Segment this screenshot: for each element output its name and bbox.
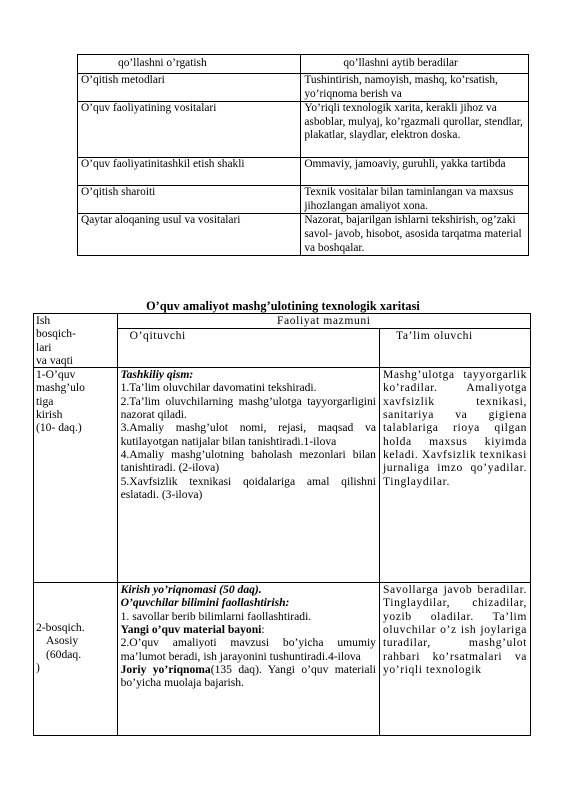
activity-header: Faoliyat mazmuni xyxy=(117,314,530,329)
table-row xyxy=(34,368,531,583)
section-title: O’quv amaliyot mashg’ulotining texnologik xaritasi xyxy=(146,299,420,313)
stage-header-line: Ish xyxy=(36,314,51,327)
row-label: O’quv faoliyatinitashkil etish shakli xyxy=(78,158,301,186)
stage-2-line: (60daq. xyxy=(46,647,82,661)
stage-1-cell xyxy=(34,368,118,583)
learner-header: Ta’lim oluvchi xyxy=(379,328,530,368)
stage-2-new-material-colon: : xyxy=(261,623,265,637)
row-label: Qaytar aloqaning usul va vositalari xyxy=(78,214,301,256)
stage-2-new-material-line xyxy=(121,623,376,636)
stage-2-learner-cell: Savollarga javob beradilar. Tinglaydilar, chizadilar, yozib oladilar. Ta’lim oluvchilar o’z ish joylariga turadilar, mashg’ulot rahbari ko’rsatmalari va yo’riqli texnologik xyxy=(379,583,530,736)
stage-1-teacher-item: 5.Xavfsizlik texnikasi qoidalariga amal qilishni eslatadi. (3-ilova) xyxy=(120,474,376,501)
stage-2-new-material-heading: Yangi o’quv material bayoni xyxy=(120,623,262,637)
stage-header-line: bosqich- xyxy=(36,327,76,341)
stage-2-line: Asosiy xyxy=(46,634,79,648)
row-value: Texnik vositalar bilan taminlangan va maxsus jihozlangan amaliyot xona. xyxy=(301,186,529,214)
stage-1-teacher-item: 1.Ta’lim oluvchilar davomatini tekshiradi. xyxy=(120,381,317,395)
stage-2-teacher-item: 2.O’quv amaliyoti mavzusi bo’yicha umumiy ma’lumot beradi, ish jarayonini tushuntiradi.4-ilova xyxy=(120,636,376,663)
stage-2-current-instruction-line xyxy=(121,663,376,690)
stage-2-teacher-cell xyxy=(117,583,379,736)
stage-1-line: 1-O’quv xyxy=(36,368,76,382)
tech-map-table xyxy=(33,313,531,736)
tech-map-header-row-1 xyxy=(34,314,531,329)
stage-1-learner-cell: Mashg’ulotga tayyorgarlik ko’radilar. Amaliyotga xavfsizlik texnikasi, sanitariya va gigiena talablariga rioya qilgan holda maxsus kiyimda keladi. Xavfsizlik texnikasi jurnaliga imzo qo’yadilar. Tinglaydilar. xyxy=(379,368,530,583)
stage-1-teacher-cell xyxy=(117,368,379,583)
stage-2-teacher-heading: Kirish yo’riqnomasi (50 daq). xyxy=(120,583,262,597)
stage-2-line: 2-bosqich. xyxy=(36,621,85,635)
stage-1-teacher-item: 4.Amaliy mashg’ulotning baholash mezonlari bilan tanishtiradi. (2-ilova) xyxy=(120,447,376,475)
stage-header xyxy=(34,314,118,368)
row-label: O’quv faoliyatining vositalari xyxy=(78,102,301,158)
table-row xyxy=(34,583,531,736)
stage-2-current-instruction-heading: Joriy yo’riqnoma xyxy=(120,662,211,676)
stage-2-line: ) xyxy=(36,661,40,675)
row-value: Ommaviy, jamoaviy, guruhli, yakka tartibda xyxy=(301,158,529,186)
stage-1-line: (10- daq.) xyxy=(36,421,82,435)
table-row xyxy=(78,186,529,214)
table-row xyxy=(78,214,529,256)
stage-header-line: va vaqti xyxy=(36,353,74,367)
table-row xyxy=(78,158,529,186)
row-value: Yo’riqli texnologik xarita, kerakli jihoz va asboblar, mulyaj, ko’rgazmali qurollar, stendlar, plakatlar, slaydlar, elektron doska. xyxy=(301,102,529,158)
stage-2-cell xyxy=(34,583,118,736)
stage-1-teacher-item: 2.Ta’lim oluvchilarning mashg’ulotga tayyorgarligini nazorat qiladi. xyxy=(120,394,376,422)
methods-table xyxy=(77,54,529,256)
stage-1-teacher-heading: Tashkiliy qism: xyxy=(120,368,194,382)
methods-header-right: qo’llashni aytib beradilar xyxy=(301,55,529,74)
stage-2-teacher-subheading: O’quvchilar bilimini faollashtirish: xyxy=(120,596,290,610)
row-value: Nazorat, bajarilgan ishlarni tekshirish, og’zaki savol- javob, hisobot, asosida tarqatma material va boshqalar. xyxy=(301,214,529,256)
stage-1-line: kirish xyxy=(36,408,63,422)
row-label: O’qitish metodlari xyxy=(78,74,301,102)
row-value: Tushintirish, namoyish, mashq, ko’rsatish, yo’riqnoma berish va xyxy=(301,74,529,102)
teacher-header: O’qituvchi xyxy=(117,328,379,368)
stage-1-line: mashg’ulo xyxy=(36,381,85,395)
stage-1-teacher-item: 3.Amaliy mashg’ulot nomi, rejasi, maqsad va kutilayotgan natijalar bilan tanishtiradi.1-ilova xyxy=(120,421,376,448)
stage-2-teacher-item: 1. savollar berib bilimlarni faollashtiradi. xyxy=(120,609,312,623)
methods-table-header-row xyxy=(78,55,529,74)
stage-1-line: tiga xyxy=(36,394,54,408)
stage-2-current-instruction-text: (135 daq). Yangi o’quv materiali bo’yicha muolaja bajarish. xyxy=(120,662,376,690)
table-row xyxy=(78,74,529,102)
methods-header-left: qo’llashni o’rgatish xyxy=(78,55,301,74)
row-label: O’qitish sharoiti xyxy=(78,186,301,214)
stage-header-line: lari xyxy=(36,340,52,354)
table-row xyxy=(78,102,529,158)
